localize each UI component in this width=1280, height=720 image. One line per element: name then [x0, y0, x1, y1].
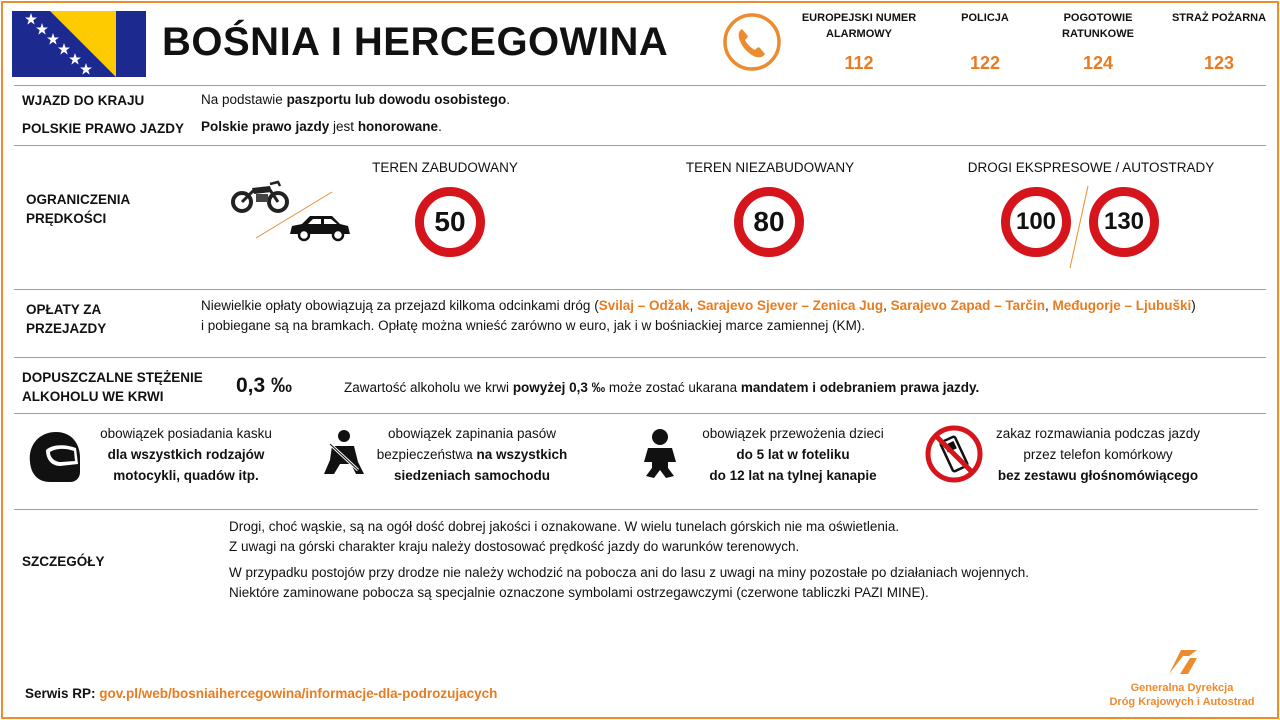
phone-icon [722, 12, 782, 72]
emergency-number-fire: 123 [1203, 53, 1235, 73]
speed-label: OGRANICZENIA PRĘDKOŚCI [26, 192, 130, 226]
alcohol-text: Zawartość alkoholu we krwi powyżej 0,3 ‰ może zostać ukarana mandatem i odebraniem prawa jazdy. [344, 380, 980, 395]
helmet-icon [26, 428, 82, 484]
rule-no-phone: zakaz rozmawiania podczas jazdy przez telefon komórkowy bez zestawu głośnomówiącego [995, 426, 1201, 483]
divider [14, 145, 1266, 146]
tolls-label: OPŁATY ZA PRZEJAZDY [26, 302, 107, 336]
tolls-text: Niewielkie opłaty obowiązują za przejazd kilkoma odcinkami dróg (Svilaj – Odžak, Sarajevo Sjever – Zenica Jug, Sarajevo Zapad – Tarčin, Međugorje – Ljubuški) i pobiegane są na bramkach. Opłatę można wnieść zarówno w euro, jak i w bośniackiej marce zamiennej (KM). [201, 298, 1196, 333]
alcohol-label: DOPUSZCZALNE STĘŻENIE ALKOHOLU WE KRWI [22, 370, 203, 404]
alcohol-limit-value: 0,3 ‰ [236, 374, 293, 397]
diagonal-divider [1066, 184, 1092, 270]
gddkia-logo-text: Generalna Dyrekcja Dróg Krajowych i Autostrad [1109, 682, 1255, 708]
page-title: BOŚNIA I HERCEGOWINA [162, 20, 669, 64]
seatbelt-icon [318, 428, 368, 478]
gddkia-logo-icon [1166, 646, 1200, 676]
speed-sign-urban: 50 [415, 187, 485, 257]
entry-label: WJAZD DO KRAJU [22, 93, 145, 108]
divider [14, 357, 1266, 358]
emergency-number-eu: 112 [844, 53, 874, 73]
license-text: Polskie prawo jazdy jest honorowane. [201, 119, 442, 134]
emergency-label-fire: STRAŻ POŻARNA [1171, 12, 1267, 24]
footer-service: Serwis RP: gov.pl/web/bosniaihercegowina/informacje-dla-podrozujacych [25, 686, 498, 701]
no-phone-icon [924, 424, 984, 484]
rural-label: TEREN NIEZABUDOWANY [685, 160, 855, 175]
rule-helmet: obowiązek posiadania kasku dla wszystkich rodzajów motocykli, quadów itp. [100, 426, 272, 483]
divider [14, 509, 1258, 510]
divider [14, 413, 1266, 414]
entry-text: Na podstawie paszportu lub dowodu osobistego. [201, 92, 511, 107]
rule-child-seat: obowiązek przewożenia dzieci do 5 lat w foteliku do 12 lat na tylnej kanapie [702, 426, 884, 483]
divider [14, 85, 1266, 86]
car-icon [288, 214, 352, 242]
license-label: POLSKIE PRAWO JAZDY [22, 121, 185, 136]
details-label: SZCZEGÓŁY [22, 554, 105, 569]
speed-sign-rural: 80 [734, 187, 804, 257]
emergency-number-police: 122 [969, 53, 1001, 73]
page-frame [1, 1, 1279, 719]
emergency-label-eu: EUROPEJSKI NUMER ALARMOWY [801, 12, 917, 40]
details-text: Drogi, choć wąskie, są na ogół dość dobrej jakości i oznakowane. W wielu tunelach górskich nie ma oświetlenia. Z uwagi na górski charakter kraju należy dostosować prędkość jazdy do warunków terenowych. W przypadku postojów przy drodze nie należy wchodzić na pobocza ani do lasu z uwagi na miny pozostałe po działaniach wojennych. Niektóre zaminowane pobocza są specjalnie oznaczone symbolami ostrzegawczymi (czerwone tabliczki PAZI MINE). [229, 519, 1029, 600]
emergency-label-police: POLICJA [961, 12, 1009, 24]
speed-sign-motorway: 130 [1089, 187, 1159, 257]
urban-label: TEREN ZABUDOWANY [372, 160, 518, 175]
divider [14, 289, 1266, 290]
bosnia-flag [12, 11, 146, 77]
emergency-label-ambulance: POGOTOWIE RATUNKOWE [1062, 12, 1134, 40]
footer-link[interactable]: gov.pl/web/bosniaihercegowina/informacje-dla-podrozujacych [99, 686, 498, 701]
emergency-number-ambulance: 124 [1082, 53, 1114, 73]
child-seat-icon [640, 428, 680, 480]
highway-label: DROGI EKSPRESOWE / AUTOSTRADY [967, 160, 1215, 175]
rule-seatbelt: obowiązek zapinania pasów bezpieczeństwa na wszystkich siedzeniach samochodu [376, 426, 568, 483]
speed-sign-expressway: 100 [1001, 187, 1071, 257]
